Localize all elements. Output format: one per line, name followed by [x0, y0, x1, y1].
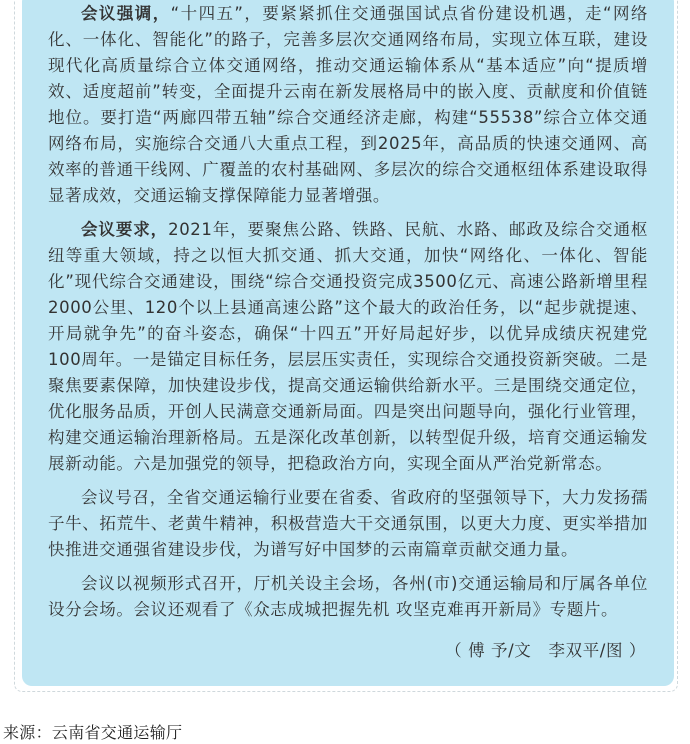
article-paragraph-4 [48, 571, 648, 623]
article-paragraph-3 [48, 485, 648, 563]
paragraph-text: 会议以视频形式召开，厅机关设主会场，各州(市)交通运输局和厅属各单位设分会场。会议还观看了《众志成城把握先机 攻坚克难再开新局》专题片。 [48, 574, 648, 619]
source-line: 来源：云南省交通运输厅 [3, 723, 183, 742]
article-paragraph-1 [48, 0, 648, 209]
paragraph-text: 会议号召，全省交通运输行业要在省委、省政府的坚强领导下，大力发扬孺子牛、拓荒牛、老黄牛精神，积极营造大干交通氛围，以更大力度、更实举措加快推进交通强省建设步伐，为谱写好中国梦的云南篇章贡献交通力量。 [48, 488, 648, 559]
article-paragraph-2 [48, 217, 648, 477]
paragraph-lead: 会议要求， [81, 220, 169, 239]
paragraph-text: “十四五”，要紧紧抓住交通强国试点省份建设机遇，走“网络化、一体化、智能化”的路子，完善多层次交通网络布局，实现立体互联，建设现代化高质量综合立体交通网络，推动交通运输体系从“基本适应”向“提质增效、适度超前”转变，全面提升云南在新发展格局中的嵌入度、贡献度和价值链地位。要打造“两廊四带五轴”综合交通经济走廊，构建“55538”综合立体交通网络布局，实施综合交通八大重点工程，到2025年，高品质的快速交通网、高效率的普通干线网、广覆盖的农村基础网、多层次的综合交通枢纽体系建设取得显著成效，交通运输支撑保障能力显著增强。 [48, 4, 648, 205]
paragraph-lead: 会议强调， [81, 4, 171, 23]
author-credit: （ 傅 予/文 李双平/图 ） [445, 641, 646, 660]
article-panel [22, 0, 674, 686]
paragraph-text: 2021年，要聚焦公路、铁路、民航、水路、邮政及综合交通枢纽等重大领域，持之以恒大抓交通、抓大交通，加快“网络化、一体化、智能化”现代综合交通建设，围绕“综合交通投资完成3500亿元、高速公路新增里程2000公里、120个以上县通高速公路”这个最大的政治任务，以“起步就提速、开局就争先”的奋斗姿态，确保“十四五”开好局起好步，以优异成绩庆祝建党100周年。一是锚定目标任务，层层压实责任，实现综合交通投资新突破。二是聚焦要素保障，加快建设步伐，提高交通运输供给新水平。三是围绕交通定位，优化服务品质，开创人民满意交通新局面。四是突出问题导向，强化行业管理，构建交通运输治理新格局。五是深化改革创新，以转型促升级，培育交通运输发展新动能。六是加强党的领导，把稳政治方向，实现全面从严治党新常态。 [48, 220, 648, 473]
